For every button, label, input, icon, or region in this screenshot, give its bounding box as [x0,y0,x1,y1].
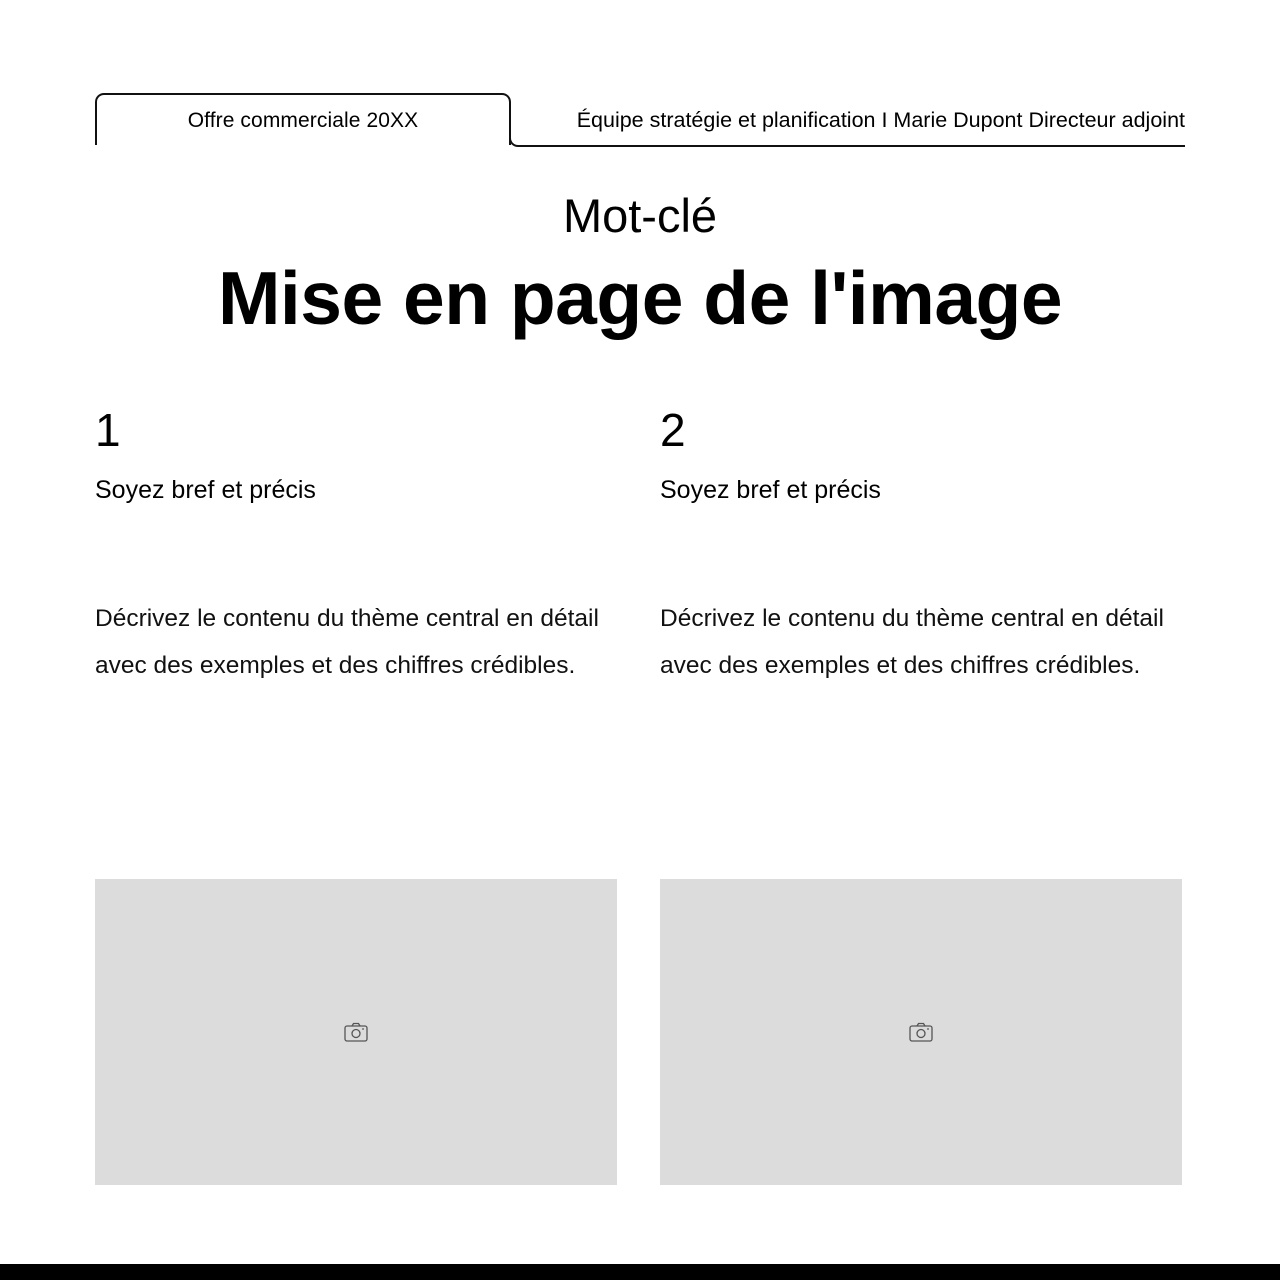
header-rule [525,145,1185,147]
column-subtitle: Soyez bref et précis [660,476,881,504]
tab-label: Offre commerciale 20XX [187,109,419,132]
image-placeholder-1[interactable] [95,879,617,1185]
page-title: Mise en page de l'image [217,256,1063,340]
column-number: 2 [660,404,686,456]
column-number: 1 [95,404,121,456]
keyword: Mot-clé [562,189,718,242]
column-description: Décrivez le contenu du thème central en détail avec des exemples et des chiffres crédibles. [95,605,599,679]
header-tab-bar [95,93,1185,148]
tab-divider [509,123,527,147]
footer-bar [0,1264,1280,1280]
column-subtitle: Soyez bref et précis [95,476,316,504]
content-column-2 [660,400,1182,689]
tab-offre-commerciale[interactable] [95,93,511,145]
image-placeholder-2[interactable] [660,879,1182,1185]
team-info: Équipe stratégie et planification I Marie Dupont Directeur adjoint [576,108,1185,132]
column-description: Décrivez le contenu du thème central en détail avec des exemples et des chiffres crédibles. [660,605,1164,679]
content-column-1 [95,400,617,689]
